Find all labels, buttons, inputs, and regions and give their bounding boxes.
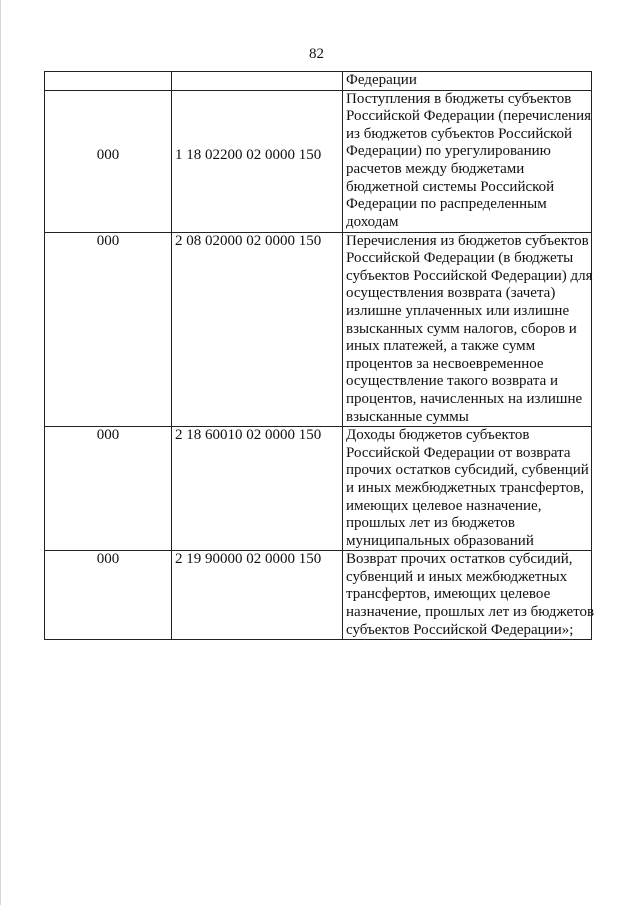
description-line: Федерации) по урегулированию [346, 143, 551, 160]
description-line: процентов за несвоевременное [346, 355, 544, 372]
description-cell [343, 90, 592, 232]
description-cell [343, 551, 595, 640]
description-line: процентов, начисленных на излишне [346, 390, 583, 407]
budget-code-cell [172, 72, 343, 91]
table-row [45, 90, 592, 232]
description-line: доходам [346, 213, 399, 230]
description-line: муниципальных образований [346, 532, 534, 549]
table-row [45, 232, 592, 427]
description-line: иных платежей, а также сумм [346, 338, 536, 355]
description-cell [343, 427, 592, 551]
description-line: Доходы бюджетов субъектов [346, 427, 530, 444]
description-line: Российской Федерации (в бюджеты [346, 250, 574, 267]
description-line: осуществление такого возврата и [346, 373, 558, 390]
description-line: субъектов Российской Федерации»; [346, 621, 574, 638]
admin-code-cell: 000 [45, 551, 172, 640]
description-line: субъектов Российской Федерации) для [346, 267, 593, 284]
budget-classification-table [44, 71, 595, 640]
description-line: расчетов между бюджетами [346, 160, 525, 177]
description-cell: Федерации [343, 72, 592, 91]
admin-code-cell: 000 [45, 427, 172, 551]
budget-code-cell: 2 18 60010 02 0000 150 [172, 427, 343, 551]
description-line: Перечисления из бюджетов субъектов [346, 232, 589, 249]
description-line: Поступления в бюджеты субъектов [346, 90, 572, 107]
table-row-continuation [45, 72, 592, 91]
description-line: Российской Федерации (перечисления [346, 108, 592, 125]
description-line: Федерации по распределенным [346, 196, 547, 213]
budget-code-cell: 1 18 02200 02 0000 150 [172, 90, 343, 232]
table-row [45, 551, 592, 640]
description-line: имеющих целевое назначение, [346, 497, 542, 514]
description-line: прочих остатков субсидий, субвенций [346, 462, 589, 479]
description-line: прошлых лет из бюджетов [346, 515, 516, 532]
table-row [45, 427, 592, 551]
description-line: трансфертов, имеющих целевое [346, 586, 551, 603]
scan-edge-line [0, 0, 1, 905]
description-line: и иных межбюджетных трансфертов, [346, 479, 585, 496]
page-number: 82 [309, 46, 324, 62]
description-line: Возврат прочих остатков субсидий, [346, 551, 573, 568]
budget-code-cell: 2 19 90000 02 0000 150 [172, 551, 343, 640]
description-line: назначение, прошлых лет из бюджетов [346, 604, 595, 621]
admin-code-cell: 000 [45, 90, 172, 232]
admin-code-cell [45, 72, 172, 91]
description-line: Российской Федерации от возврата [346, 444, 571, 461]
budget-code-cell: 2 08 02000 02 0000 150 [172, 232, 343, 427]
description-cell [343, 232, 592, 427]
description-line: субвенций и иных межбюджетных [346, 568, 568, 585]
description-line: бюджетной системы Российской [346, 178, 555, 195]
description-line: осуществления возврата (зачета) [346, 285, 556, 302]
description-line: взысканных сумм налогов, сборов и [346, 320, 577, 337]
admin-code-cell: 000 [45, 232, 172, 427]
description-line: излишне уплаченных или излишне [346, 302, 570, 319]
description-line: из бюджетов субъектов Российской [346, 125, 573, 142]
description-line: взысканные суммы [346, 408, 469, 425]
